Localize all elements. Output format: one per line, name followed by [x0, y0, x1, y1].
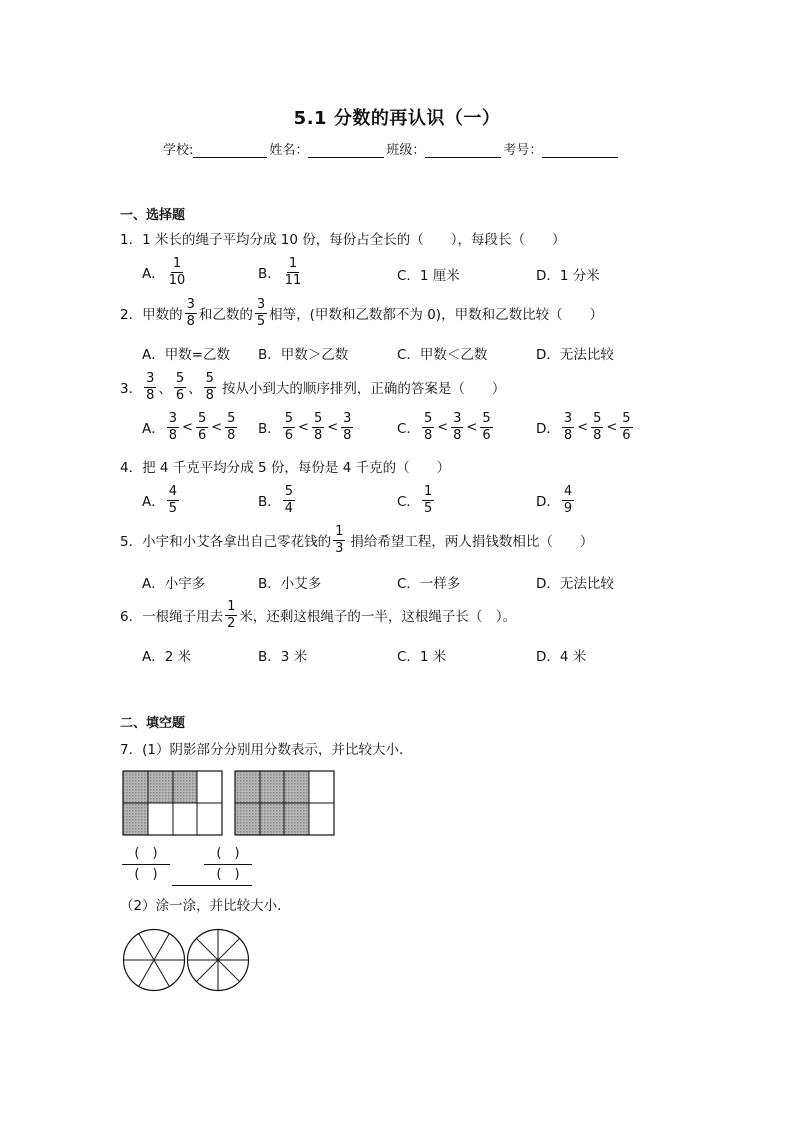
option-label: B．: [258, 266, 281, 283]
q1-option-b[interactable]: [258, 257, 305, 287]
question-4: 4．把 4 千克平均分成 5 份，每份是 4 千克的（ ）: [120, 460, 451, 476]
q2-option-a[interactable]: A．甲数=乙数: [142, 347, 231, 363]
grid-figure-right: [235, 771, 334, 835]
fraction: [341, 412, 353, 442]
denominator: 3: [335, 540, 344, 556]
fraction: [422, 485, 434, 515]
class-blank[interactable]: [425, 143, 501, 158]
circle-eight-parts: [188, 930, 249, 991]
question-7-part-1: 7．(1）阴影部分分别用分数表示，并比较大小．: [120, 742, 413, 758]
denominator: 4: [284, 500, 294, 516]
q2-text-mid: 和乙数的: [198, 307, 253, 324]
q3-number: 3．: [120, 381, 143, 398]
q4-option-b[interactable]: [258, 485, 297, 515]
school-blank[interactable]: [193, 143, 267, 158]
shaded-grid-figures: [120, 768, 344, 838]
fraction: [312, 412, 324, 442]
numerator: 5: [197, 411, 207, 426]
fraction: [333, 525, 345, 555]
denominator: 5: [256, 313, 266, 329]
denominator: 5: [423, 500, 433, 516]
fraction: [174, 372, 186, 402]
denominator: 8: [593, 427, 602, 443]
denominator: 8: [343, 427, 352, 443]
option-label: C．: [397, 421, 420, 438]
denominator: 6: [197, 427, 207, 443]
numerator: 3: [256, 297, 266, 312]
denominator: 8: [423, 427, 433, 443]
numerator: 5: [593, 411, 602, 426]
student-info: [163, 139, 620, 158]
q1-option-c[interactable]: C．1 厘米: [397, 268, 460, 284]
numerator: 3: [453, 411, 462, 426]
denominator: 2: [227, 615, 236, 631]
denominator: 8: [313, 427, 323, 443]
fraction: [283, 257, 304, 287]
fraction: [144, 372, 156, 402]
numerator: 5: [175, 371, 185, 386]
numerator-blank[interactable]: ( ): [204, 846, 252, 865]
numerator: 5: [284, 484, 294, 499]
denominator: 9: [563, 500, 573, 516]
q4-option-c[interactable]: [397, 485, 436, 515]
numerator: 5: [482, 411, 491, 426]
fraction: [225, 412, 237, 442]
separator: 、: [158, 381, 172, 398]
numerator: 3: [146, 371, 155, 386]
answer-fraction-left[interactable]: [122, 846, 170, 882]
denominator: 8: [186, 313, 195, 329]
q5-text-post: 捐给希望工程，两人捐钱数相比（ ）: [350, 534, 594, 551]
numerator-blank[interactable]: ( ): [122, 846, 170, 865]
denominator: 6: [622, 427, 631, 443]
option-label: B．: [258, 421, 281, 438]
fraction: [422, 412, 434, 442]
q6-option-b[interactable]: B．3 米: [258, 649, 308, 665]
q3-option-d[interactable]: [536, 412, 635, 442]
numerator: 5: [284, 411, 294, 426]
fraction: [620, 412, 632, 442]
less-than-sign: <: [606, 419, 618, 435]
exam-no-label: 考号：: [503, 143, 543, 158]
q6-text-post: 米，还剩这根绳子的一半，这根绳子长（ ）。: [239, 609, 517, 626]
q3-option-b[interactable]: [258, 412, 355, 442]
name-blank[interactable]: [308, 143, 384, 158]
numerator: 3: [563, 411, 573, 426]
numerator: 5: [622, 411, 631, 426]
numerator: 3: [168, 411, 178, 426]
circle-six-parts: [124, 930, 185, 991]
exam-no-blank[interactable]: [542, 143, 618, 158]
q2-text-post: 相等，(甲数和乙数都不为 0)，甲数和乙数比较（ ）: [269, 307, 604, 324]
question-2: [120, 298, 603, 328]
numerator: 1: [227, 599, 236, 614]
numerator: 4: [563, 484, 573, 499]
denominator: 8: [168, 427, 178, 443]
less-than-sign: <: [466, 419, 478, 435]
fraction: [451, 412, 463, 442]
question-1: 1．1 米长的绳子平均分成 10 份，每份占全长的（ ），每段长（ ）: [120, 232, 566, 248]
q2-option-c[interactable]: C．甲数＜乙数: [397, 347, 488, 363]
fraction: [167, 412, 179, 442]
denominator: 6: [482, 427, 491, 443]
class-label: 班级：: [386, 143, 426, 158]
numerator: 5: [313, 411, 323, 426]
question-5: [120, 525, 593, 555]
q5-option-b[interactable]: B．小艾多: [258, 576, 322, 592]
q1-option-d[interactable]: D．1 分米: [536, 268, 600, 284]
option-label: D．: [536, 494, 560, 511]
grid-figure-left: [123, 771, 222, 835]
q5-option-d[interactable]: D．无法比较: [536, 576, 614, 592]
option-label: D．: [536, 421, 560, 438]
circle-figures: [120, 928, 254, 992]
q3-option-a[interactable]: [142, 412, 239, 442]
fraction: [591, 412, 603, 442]
q2-option-b[interactable]: B．甲数＞乙数: [258, 347, 349, 363]
numerator: 5: [423, 411, 433, 426]
denominator: 8: [227, 427, 236, 443]
fraction: [562, 485, 574, 515]
less-than-sign: <: [298, 419, 309, 435]
fraction: [167, 485, 179, 515]
denominator-blank[interactable]: ( ): [134, 866, 158, 882]
fraction: [480, 412, 492, 442]
fraction: [255, 298, 267, 328]
q6-option-d[interactable]: D．4 米: [536, 649, 587, 665]
numerator: 1: [335, 524, 344, 539]
question-3: [120, 372, 505, 402]
denominator-blank[interactable]: ( ): [216, 866, 240, 882]
section-choice-heading: 一、选择题: [120, 208, 186, 223]
fraction: [204, 372, 216, 402]
fraction: [196, 412, 208, 442]
fraction: [283, 412, 295, 442]
numerator: 3: [343, 411, 352, 426]
less-than-sign: <: [437, 419, 449, 435]
less-than-sign: <: [182, 419, 193, 435]
q6-option-c[interactable]: C．1 米: [397, 649, 447, 665]
q3-text-post: 按从小到大的顺序排列，正确的答案是（ ）: [221, 381, 506, 398]
compare-answer-line[interactable]: [172, 885, 252, 886]
q4-option-a[interactable]: [142, 485, 181, 515]
q5-text-pre: 5．小宇和小艾各拿出自己零花钱的: [120, 534, 332, 551]
q6-text-pre: 6．一根绳子用去: [120, 609, 224, 626]
numerator: 3: [186, 297, 195, 312]
q1-option-a[interactable]: [142, 257, 189, 287]
option-label: B．: [258, 494, 281, 511]
denominator: 6: [284, 427, 294, 443]
question-7-part-2: （2）涂一涂，并比较大小．: [120, 898, 291, 914]
less-than-sign: <: [577, 419, 589, 435]
less-than-sign: <: [327, 419, 339, 435]
fraction: [283, 485, 295, 515]
page-title: 5.1 分数的再认识（一）: [293, 108, 501, 129]
numerator: 4: [168, 484, 178, 499]
denominator: 8: [146, 387, 155, 403]
option-label: A．: [142, 494, 165, 511]
fraction: [225, 600, 237, 630]
fraction: [167, 257, 188, 287]
option-label: C．: [397, 494, 420, 511]
q4-option-d[interactable]: [536, 485, 576, 515]
numerator: 1: [288, 256, 298, 271]
denominator: 8: [453, 427, 462, 443]
numerator: 1: [172, 256, 182, 271]
q5-option-a[interactable]: A．小宇多: [142, 576, 206, 592]
q2-option-d[interactable]: D．无法比较: [536, 347, 614, 363]
fraction: [185, 298, 197, 328]
numerator: 5: [205, 371, 214, 386]
denominator: 5: [168, 500, 178, 516]
school-label: 学校:: [163, 143, 194, 158]
less-than-sign: <: [211, 419, 223, 435]
denominator: 8: [205, 387, 214, 403]
denominator: 8: [563, 427, 573, 443]
q2-text-pre: 2．甲数的: [120, 307, 183, 324]
name-label: 姓名：: [269, 143, 309, 158]
denominator: 10: [168, 272, 186, 288]
fraction: [562, 412, 574, 442]
option-label: A．: [142, 266, 165, 283]
denominator: 11: [284, 272, 302, 288]
option-label: A．: [142, 421, 165, 438]
answer-fraction-right[interactable]: [204, 846, 252, 882]
section-fill-heading: 二、填空题: [120, 716, 186, 731]
q5-option-c[interactable]: C．一样多: [397, 576, 461, 592]
numerator: 5: [227, 411, 236, 426]
denominator: 6: [175, 387, 185, 403]
q3-option-c[interactable]: [397, 412, 495, 442]
separator: 、: [188, 381, 202, 398]
question-6: [120, 600, 516, 630]
q6-option-a[interactable]: A．2 米: [142, 649, 192, 665]
numerator: 1: [423, 484, 433, 499]
